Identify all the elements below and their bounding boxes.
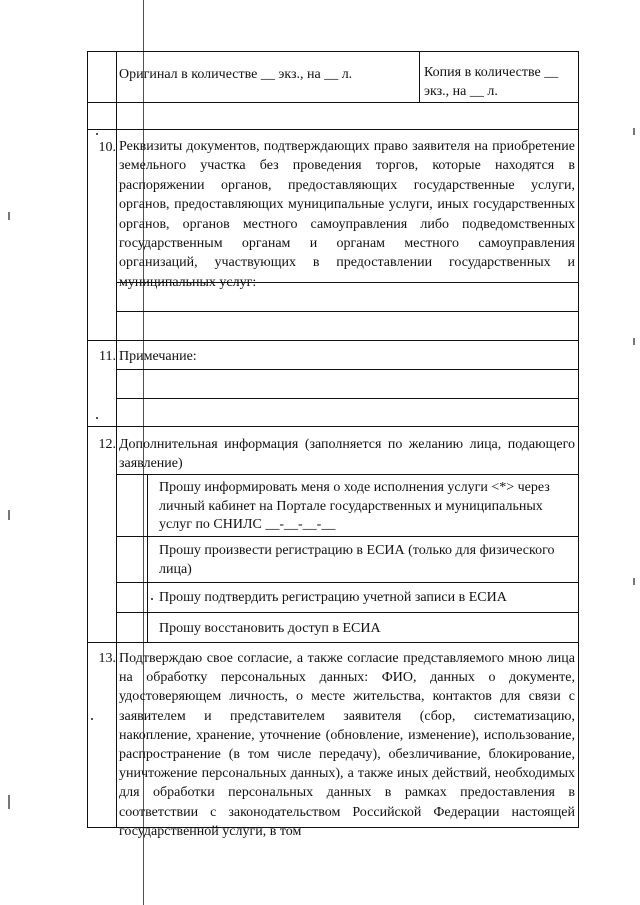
option-text-2: Прошу произвести регистрацию в ЕСИА (только для физического лица): [159, 543, 555, 577]
row10-number-cell: [87, 130, 117, 341]
option-text-1: Прошу информировать меня о ходе исполнения услуги <*> через личный кабинет на Портале государственных и муниципальных услуг по СНИЛС __-__-__-__: [159, 480, 550, 532]
scan-mark: [633, 338, 635, 345]
scan-mark: [8, 212, 10, 220]
empty-number-cell: [87, 103, 117, 130]
row13-number: 13.: [98, 651, 116, 666]
row11-number: 11.: [99, 349, 116, 364]
row10-blank-line-2[interactable]: [117, 312, 579, 341]
row11-text: Примечание:: [119, 349, 197, 364]
option-cell-3: [148, 583, 579, 613]
row13-text: Подтверждаю свое согласие, а также согласие представляемого мною лица на обработку персональных данных: ФИО, данных о документе, удостоверяющем личность, о месте жительства, контактов для связи с заявителем и представителем заявителя (сбор, систематизацию, накопление, хранение, уточнение (обновление, изменение), использование, распространение (в том числе передачу), обезличивание, блокирование, уничтожение персональных данных), а также иных действий, необходимых для обработки персональных данных в рамках предоставления в соответствии с законодательством Российской Федерации настоящей государственной услуги, в том: [119, 651, 575, 839]
option-text-3: Прошу подтвердить регистрацию учетной записи в ЕСИА: [159, 590, 507, 605]
original-copies-cell: [117, 51, 419, 103]
empty-copies-row: [117, 103, 579, 130]
row13-number-cell: [87, 643, 117, 828]
scan-mark: [633, 578, 635, 585]
row13-text-cell: [117, 643, 579, 839]
row11-text-cell: [117, 341, 579, 370]
row12-text-cell: [117, 427, 579, 475]
row10-blank-line-1[interactable]: [117, 283, 579, 312]
row-copies-number-cell: [87, 51, 117, 103]
option-cell-2: [148, 537, 579, 583]
option-text-4: Прошу восстановить доступ в ЕСИА: [159, 621, 381, 636]
original-copies-text: Оригинал в количестве __ экз., на __ л.: [119, 67, 353, 82]
row10-text-cell: [117, 130, 579, 290]
row11-blank-line-1[interactable]: [117, 370, 579, 399]
option-checkbox-2[interactable]: [117, 537, 148, 583]
scan-mark: [633, 128, 635, 135]
row11-number-cell: [87, 341, 117, 427]
option-checkbox-1[interactable]: [117, 475, 148, 537]
option-cell-1: [148, 475, 579, 537]
row10-number: 10.: [98, 140, 116, 155]
row12-number: 12.: [98, 437, 116, 452]
copy-copies-cell: [419, 51, 579, 103]
row12-number-cell: [87, 427, 117, 643]
application-form-table: [87, 51, 579, 839]
row12-text: Дополнительная информация (заполняется по желанию лица, подающего заявление): [119, 437, 575, 472]
scan-mark: [8, 795, 10, 809]
option-checkbox-3[interactable]: [117, 583, 148, 613]
option-checkbox-4[interactable]: [117, 613, 148, 643]
row11-blank-line-2[interactable]: [117, 399, 579, 427]
option-cell-4: [148, 613, 579, 643]
scan-mark: [8, 510, 10, 520]
row10-text: Реквизиты документов, подтверждающих право заявителя на приобретение земельного участка без проведения торгов, которые находятся в распоряжении органов, предоставляющих государственные услуги, органов, предоставляющих муниципальные услуги, иных государственных органов, органов местного самоуправления либо подведомственных государственным органам и органам местного самоуправления организаций, участвующих в предоставлении государственных и муниципальных услуг:: [119, 139, 575, 290]
copy-copies-text: Копия в количестве __ экз., на __ л.: [424, 65, 559, 100]
